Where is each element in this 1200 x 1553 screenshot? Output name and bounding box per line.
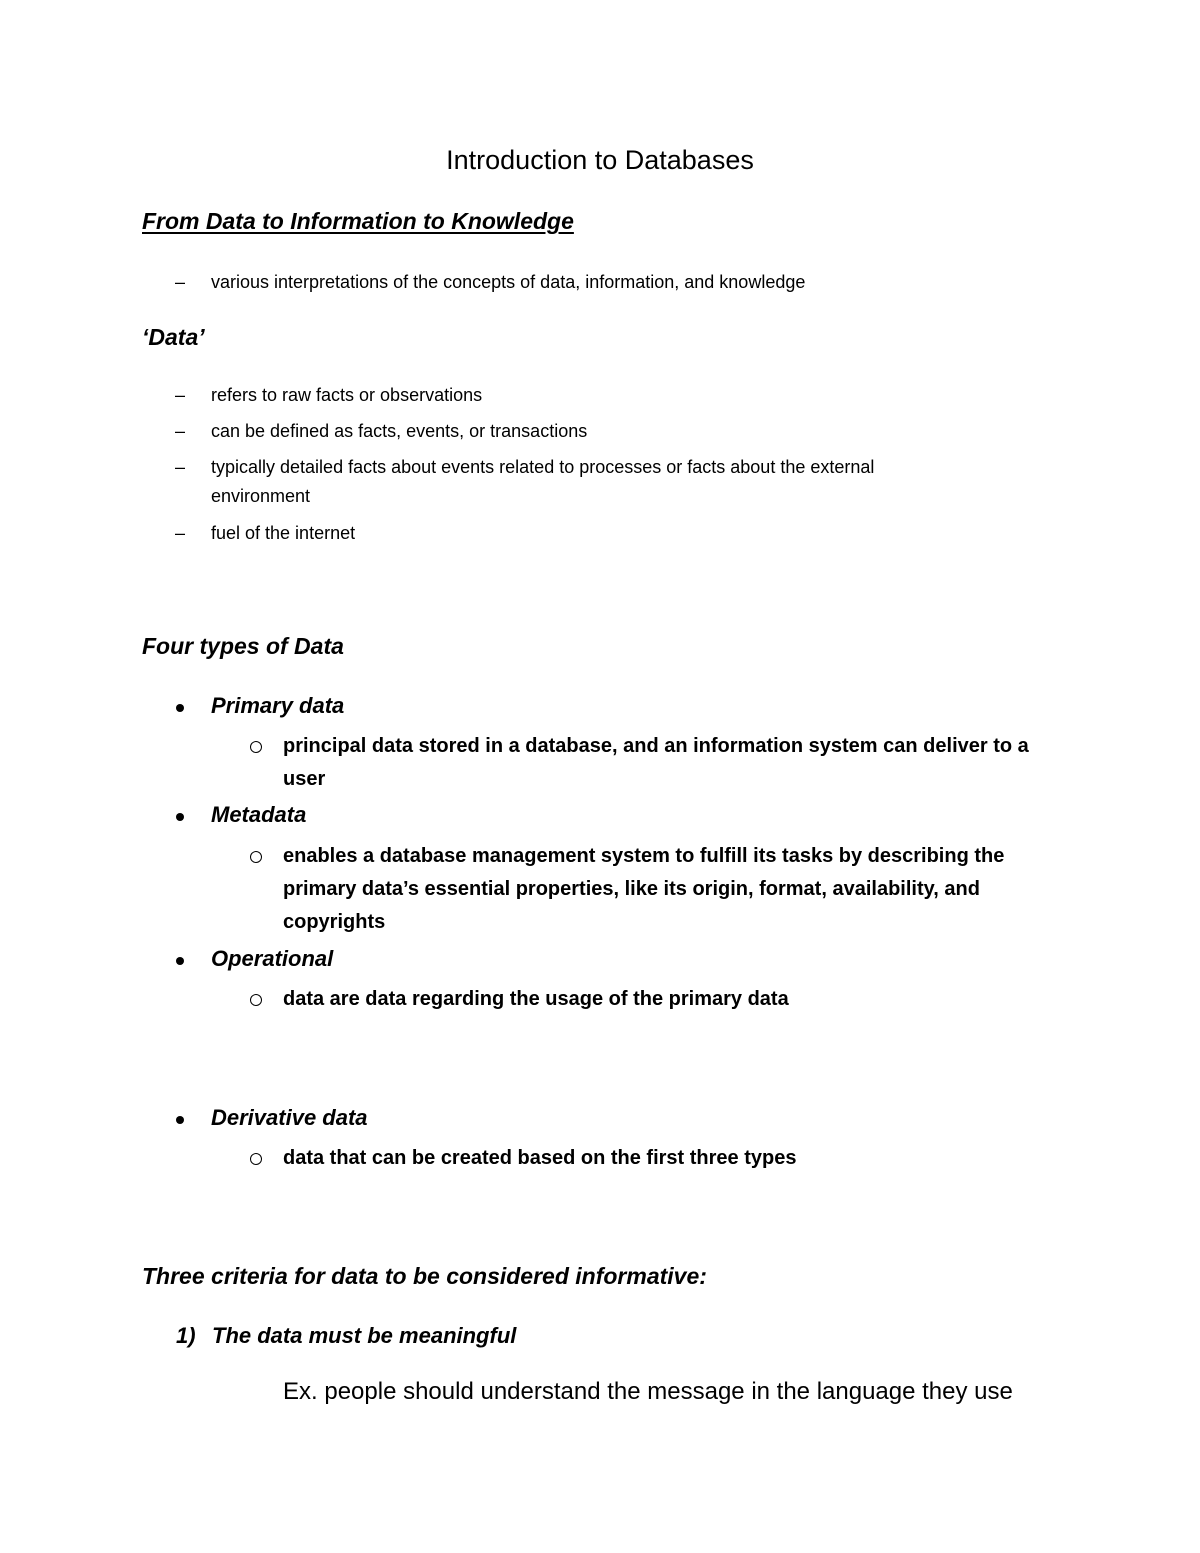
list-item-text: various interpretations of the concepts of data, information, and knowledge (211, 272, 806, 292)
example-text: Ex. people should understand the message in the language they use (283, 1378, 1013, 1405)
item-number: 1) (176, 1323, 196, 1348)
sub-bullet-text: principal data stored in a database, and an information system can deliver to a (283, 735, 1029, 757)
circle-bullet-icon (250, 741, 262, 753)
emphasis-availability: availability (832, 878, 934, 900)
bullet-icon (176, 1116, 184, 1124)
sub-bullet-text: primary data’s essential properties, like its origin, format, availability, and (283, 878, 980, 900)
bullet-icon (176, 957, 184, 965)
list-item-text: fuel of the internet (211, 523, 356, 543)
dash-marker: – (175, 385, 186, 405)
section-heading-three-criteria: Three criteria for data to be considered informative: (142, 1263, 707, 1289)
circle-bullet-icon (250, 851, 262, 863)
dash-marker: – (175, 457, 186, 477)
section-heading-data-info-knowledge: From Data to Information to Knowledge (142, 208, 574, 234)
item-text: The data must be meaningful (212, 1323, 517, 1348)
bullet-icon (176, 704, 184, 712)
emphasis-format: format (759, 878, 822, 900)
dash-marker: – (175, 523, 186, 543)
bullet-label: Metadata (211, 802, 307, 827)
bullet-label: Derivative data (211, 1105, 368, 1130)
dash-marker: – (175, 421, 186, 441)
circle-bullet-icon (250, 994, 262, 1006)
emphasis-origin: origin (692, 878, 748, 900)
bullet-label: Primary data (211, 693, 345, 718)
sub-bullet-text: enables a database management system to fulfill its tasks by describing the (283, 845, 1005, 867)
emphasis-copyrights: copyrights (283, 911, 386, 933)
circle-bullet-icon (250, 1153, 262, 1165)
list-item-text: can be defined as facts, events, or transactions (211, 421, 588, 441)
list-item-text: environment (211, 486, 311, 506)
dash-marker: – (175, 272, 186, 292)
list-item-text: typically detailed facts about events related to processes or facts about the external (211, 457, 875, 477)
sub-bullet-text: user (283, 768, 326, 790)
document-title: Introduction to Databases (446, 145, 754, 175)
section-heading-data: ‘Data’ (142, 324, 205, 350)
section-heading-four-types: Four types of Data (142, 633, 344, 659)
sub-bullet-text: data that can be created based on the first three types (283, 1147, 797, 1169)
sub-bullet-text: data are data regarding the usage of the primary data (283, 988, 789, 1010)
bullet-label: Operational (211, 946, 334, 971)
bullet-icon (176, 813, 184, 821)
list-item-text: refers to raw facts or observations (211, 385, 483, 405)
